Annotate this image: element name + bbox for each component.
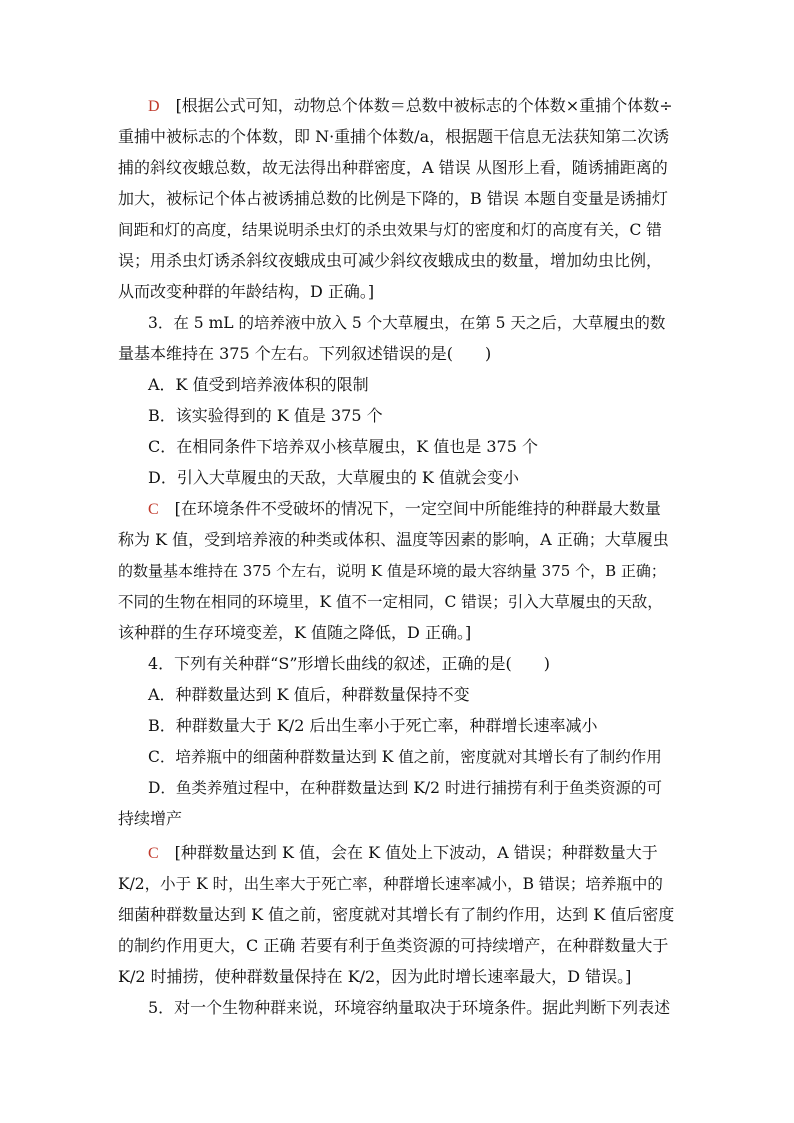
q4-stem-line-1: 4．下列有关种群“S”形增长曲线的叙述，正确的是( ) (148, 654, 550, 673)
q2-explanation-line-3: 捕的斜纹夜蛾总数，故无法得出种群密度，A 错误 从图形上看，随诱捕距离的 (118, 158, 668, 177)
q3-explanation-line-3: 的数量基本维持在 375 个左右，说明 K 值是环境的最大容纳量 375 个，B 正确； (118, 562, 666, 580)
q3-option-a: A．K 值受到培养液体积的限制 (148, 375, 369, 394)
q3-option-d: D．引入大草履虫的天敌，大草履虫的 K 值就会变小 (148, 468, 519, 487)
q3-explanation-line-2: 称为 K 值，受到培养液的种类或体积、温度等因素的影响，A 正确；大草履虫 (118, 530, 669, 549)
q4-option-b: B．种群数量大于 K/2 后出生率小于死亡率，种群增长速率减小 (148, 716, 598, 735)
q3-answer-letter: C (148, 501, 159, 518)
q4-answer-letter: C (148, 845, 159, 862)
q4-option-d-continued: 持续增产 (118, 809, 183, 828)
q2-explanation-line-1 (148, 95, 673, 118)
q3-stem-line-2: 量基本维持在 375 个左右。下列叙述错误的是( ) (118, 344, 492, 363)
q3-option-b: B．该实验得到的 K 值是 375 个 (148, 406, 383, 425)
q2-answer-letter: D (148, 98, 160, 115)
q3-explanation-line-1 (148, 498, 661, 521)
q3-stem-line-1: 3．在 5 mL 的培养液中放入 5 个大草履虫，在第 5 天之后，大草履虫的数 (148, 314, 666, 332)
q4-explanation-text: [种群数量达到 K 值，会在 K 值处上下波动，A 错误；种群数量大于 (174, 843, 658, 862)
q4-explanation-line-3: 细菌种群数量达到 K 值之前，密度就对其增长有了制约作用，达到 K 值后密度 (118, 905, 675, 924)
q2-explanation-line-6: 误；用杀虫灯诱杀斜纹夜蛾成虫可减少斜纹夜蛾成虫的数量，增加幼虫比例， (118, 251, 663, 270)
q2-explanation-line-2: 重捕中被标志的个体数，即 N·重捕个体数/a，根据题干信息无法获知第二次诱 (118, 127, 670, 146)
q4-option-d: D．鱼类养殖过程中，在种群数量达到 K/2 时进行捕捞有利于鱼类资源的可 (148, 779, 662, 797)
q4-explanation-line-5: K/2 时捕捞，使种群数量保持在 K/2，因为此时增长速率最大，D 错误。] (118, 967, 632, 986)
q4-explanation-line-1 (148, 842, 658, 865)
q2-explanation-line-4: 加大，被标记个体占被诱捕总数的比例是下降的，B 错误 本题自变量是诱捕灯 (118, 189, 668, 208)
q2-explanation-line-5: 间距和灯的高度，结果说明杀虫灯的杀虫效果与灯的密度和灯的高度有关，C 错 (118, 221, 662, 239)
q4-option-c: C．培养瓶中的细菌种群数量达到 K 值之前，密度就对其增长有了制约作用 (148, 748, 662, 766)
q4-explanation-line-2: K/2，小于 K 时，出生率大于死亡率，种群增长速率减小，B 错误；培养瓶中的 (118, 875, 663, 893)
q5-stem-line-1: 5．对一个生物种群来说，环境容纳量取决于环境条件。据此判断下列表述 (148, 998, 671, 1017)
q4-option-a: A．种群数量达到 K 值后，种群数量保持不变 (148, 685, 470, 704)
q3-explanation-line-4: 不同的生物在相同的环境里，K 值不一定相同，C 错误；引入大草履虫的天敌， (118, 593, 663, 611)
q2-explanation-text: [根据公式可知，动物总个体数＝总数中被标志的个体数×重捕个体数÷ (175, 96, 673, 115)
q4-explanation-line-4: 的制约作用更大，C 正确 若要有利于鱼类资源的可持续增产，在种群数量大于 (118, 936, 669, 955)
q3-option-c: C．在相同条件下培养双小核草履虫，K 值也是 375 个 (148, 437, 538, 456)
q2-explanation-line-7: 从而改变种群的年龄结构，D 正确。] (118, 282, 375, 301)
q3-explanation-text: [在环境条件不受破坏的情况下，一定空间中所能维持的种群最大数量 (174, 499, 661, 518)
q3-explanation-line-5: 该种群的生存环境变差，K 值随之降低，D 正确。] (118, 623, 472, 642)
